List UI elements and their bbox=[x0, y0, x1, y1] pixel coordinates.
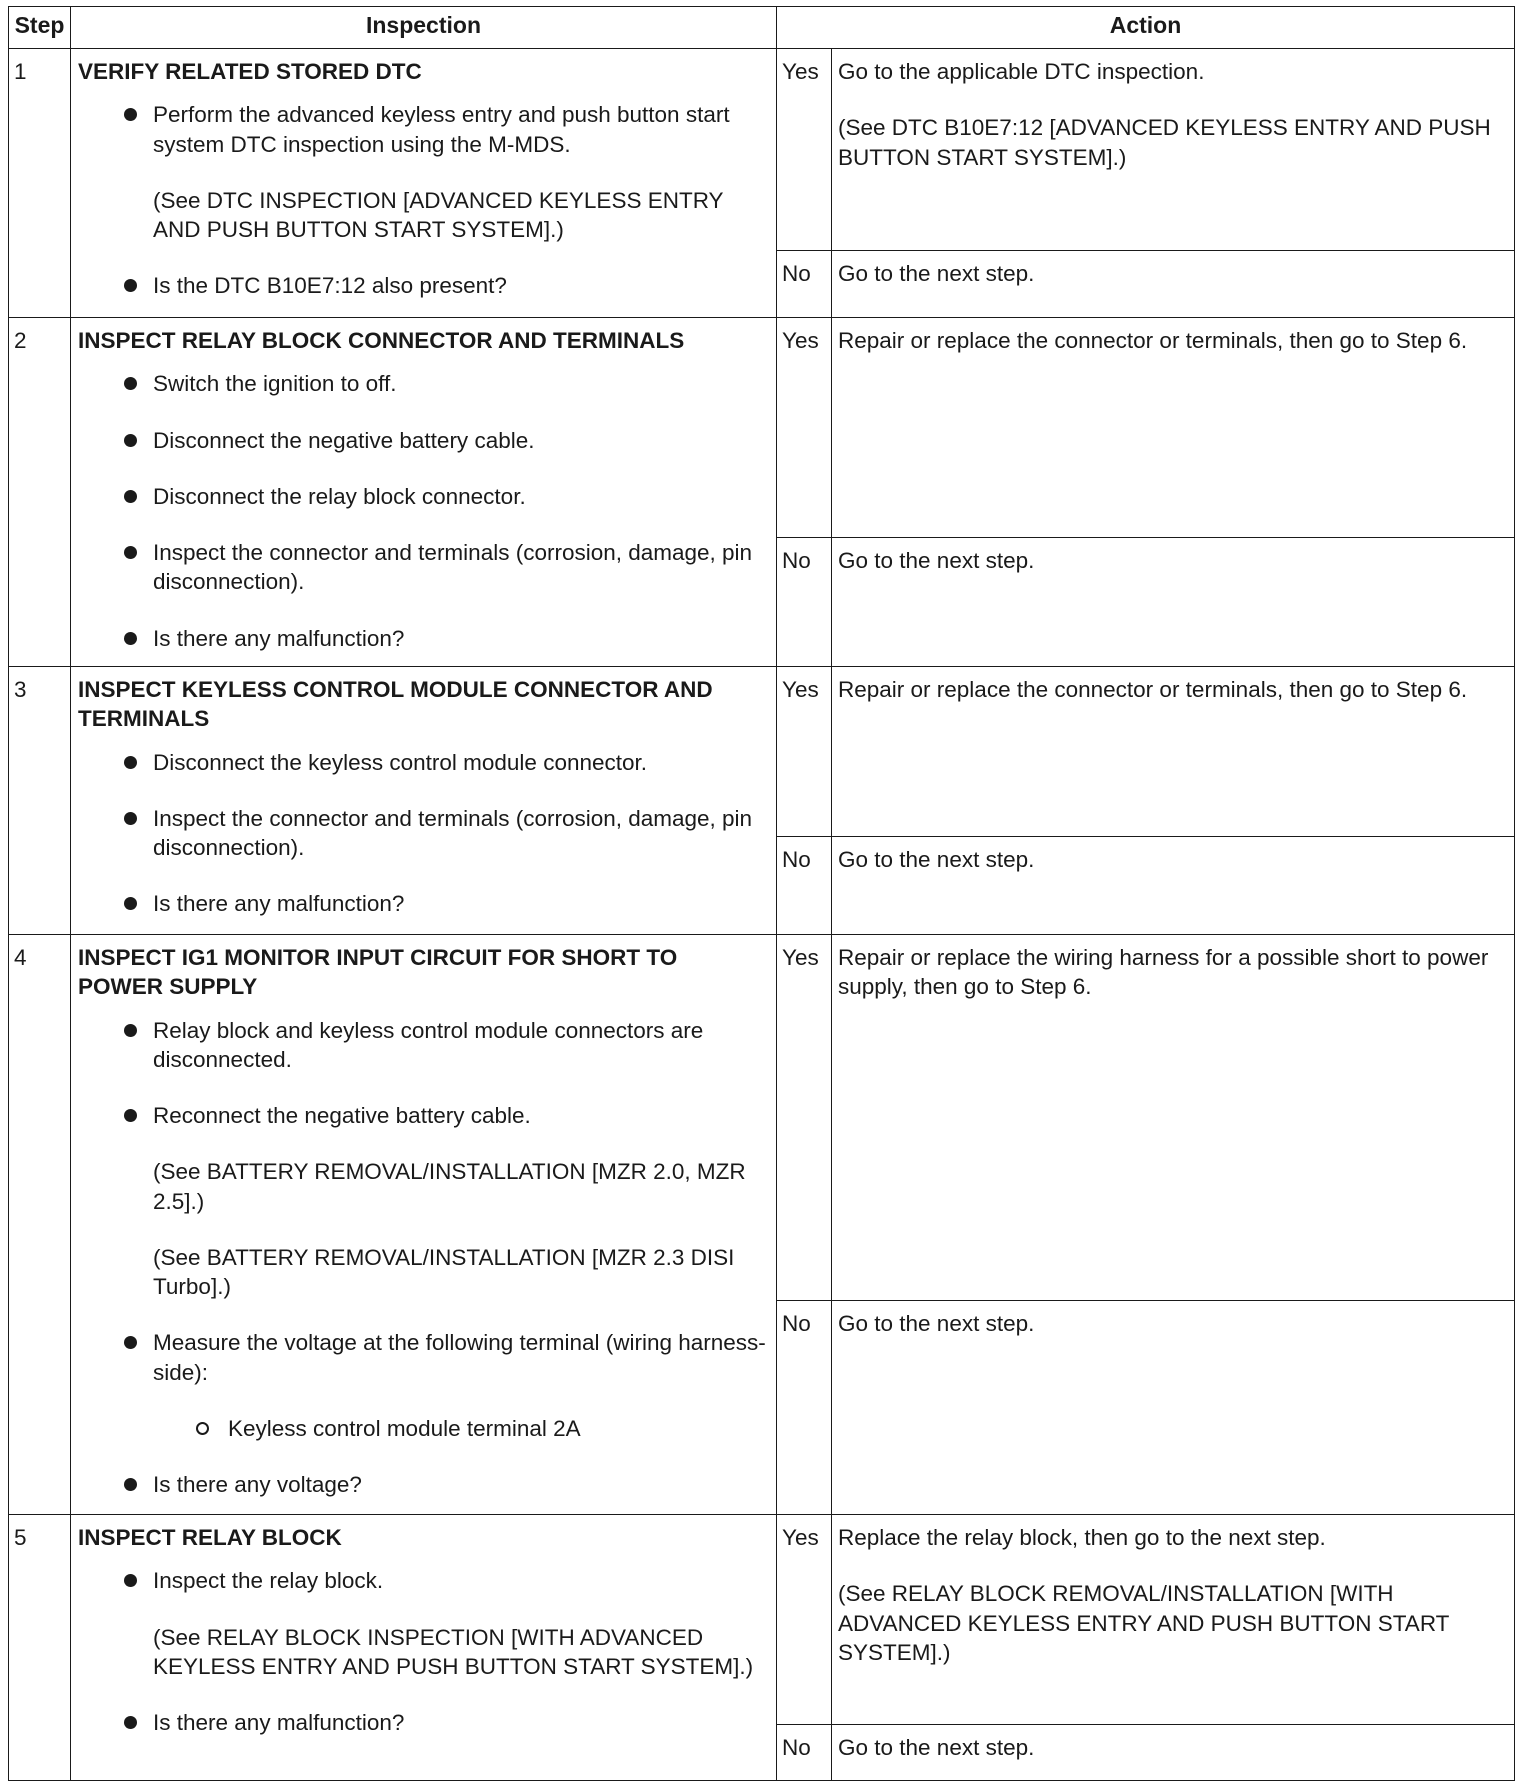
bullet-icon bbox=[124, 108, 137, 121]
step-title: INSPECT KEYLESS CONTROL MODULE CONNECTOR AND TERMINALS bbox=[78, 677, 713, 732]
bullet-text: Is the DTC B10E7:12 also present? bbox=[153, 273, 507, 299]
step-number: 3 bbox=[9, 667, 71, 935]
no-action-text: Go to the next step. bbox=[832, 1725, 1515, 1781]
yes-label: Yes bbox=[777, 667, 832, 837]
bullet-item bbox=[78, 271, 766, 300]
bullet-icon bbox=[124, 1109, 137, 1122]
reference-text: (See BATTERY REMOVAL/INSTALLATION [MZR 2.0, MZR 2.5].) bbox=[153, 1159, 746, 1214]
header-row bbox=[9, 7, 1515, 49]
no-action-text: Go to the next step. bbox=[832, 1301, 1515, 1515]
no-label: No bbox=[777, 538, 832, 667]
step-number: 2 bbox=[9, 318, 71, 667]
yes-action-text: Go to the applicable DTC inspection. bbox=[838, 59, 1205, 84]
yes-label: Yes bbox=[777, 935, 832, 1301]
yes-label: Yes bbox=[777, 318, 832, 538]
bullet-text: Inspect the relay block. bbox=[153, 1568, 384, 1594]
inspection-cell bbox=[71, 318, 777, 667]
reference-text: (See RELAY BLOCK INSPECTION [WITH ADVANCED KEYLESS ENTRY AND PUSH BUTTON START SYSTEM].) bbox=[153, 1624, 754, 1679]
no-label: No bbox=[777, 1301, 832, 1515]
bullet-icon bbox=[124, 377, 137, 390]
bullet-icon bbox=[124, 812, 137, 825]
step-row-3 bbox=[9, 667, 1515, 837]
step-number: 5 bbox=[9, 1515, 71, 1781]
bullet-item bbox=[78, 482, 766, 511]
inspection-procedure-table bbox=[8, 6, 1515, 1781]
bullet-text: Is there any voltage? bbox=[153, 1472, 362, 1497]
step-row-5 bbox=[9, 1515, 1515, 1725]
inspection-cell bbox=[71, 49, 777, 318]
step-row-1 bbox=[9, 49, 1515, 251]
no-action-text: Go to the next step. bbox=[832, 837, 1515, 935]
yes-action-text: Replace the relay block, then go to the next step. bbox=[838, 1525, 1326, 1550]
bullet-item bbox=[78, 1328, 766, 1443]
bullet-text: Disconnect the keyless control module connector. bbox=[153, 749, 648, 775]
sub-bullet-item bbox=[153, 1414, 766, 1443]
header-step: Step bbox=[9, 7, 71, 49]
step-title: INSPECT RELAY BLOCK CONNECTOR AND TERMINALS bbox=[78, 328, 685, 353]
bullet-icon bbox=[124, 1574, 137, 1587]
no-label: No bbox=[777, 837, 832, 935]
bullet-icon bbox=[124, 632, 137, 645]
bullet-icon bbox=[124, 1336, 137, 1349]
inspection-cell bbox=[71, 935, 777, 1515]
bullet-text: Inspect the connector and terminals (corrosion, damage, pin disconnection). bbox=[153, 540, 753, 595]
inspection-cell bbox=[71, 1515, 777, 1781]
yes-action-text: Repair or replace the connector or terminals, then go to Step 6. bbox=[832, 318, 1515, 538]
bullet-item bbox=[78, 100, 766, 244]
bullet-icon bbox=[124, 279, 137, 292]
bullet-item bbox=[78, 889, 766, 918]
inspection-cell bbox=[71, 667, 777, 935]
bullet-icon bbox=[124, 1716, 137, 1729]
bullet-icon bbox=[124, 756, 137, 769]
header-action: Action bbox=[777, 7, 1515, 49]
yes-action-text: Repair or replace the wiring harness for a possible short to power supply, then go to Step 6. bbox=[832, 935, 1515, 1301]
bullet-icon bbox=[124, 490, 137, 503]
hollow-bullet-icon bbox=[196, 1422, 209, 1435]
bullet-icon bbox=[124, 434, 137, 447]
bullet-text: Reconnect the negative battery cable. bbox=[153, 1103, 531, 1128]
step-number: 4 bbox=[9, 935, 71, 1515]
reference-text: (See DTC INSPECTION [ADVANCED KEYLESS ENTRY AND PUSH BUTTON START SYSTEM].) bbox=[153, 187, 724, 242]
bullet-item bbox=[78, 426, 766, 455]
bullet-text: Relay block and keyless control module connectors are disconnected. bbox=[153, 1017, 704, 1072]
bullet-text: Disconnect the relay block connector. bbox=[153, 483, 526, 509]
bullet-item bbox=[78, 748, 766, 777]
yes-action-reference: (See RELAY BLOCK REMOVAL/INSTALLATION [WITH ADVANCED KEYLESS ENTRY AND PUSH BUTTON START SYSTEM].) bbox=[838, 1581, 1449, 1665]
bullet-item bbox=[78, 538, 766, 597]
yes-action-text: Repair or replace the connector or terminals, then go to Step 6. bbox=[832, 667, 1515, 837]
bullet-item bbox=[78, 624, 766, 653]
yes-label: Yes bbox=[777, 49, 832, 251]
bullet-item bbox=[78, 1101, 766, 1301]
yes-action-cell bbox=[832, 49, 1515, 251]
step-title: VERIFY RELATED STORED DTC bbox=[78, 59, 422, 84]
bullet-item bbox=[78, 1708, 766, 1737]
bullet-text: Is there any malfunction? bbox=[153, 625, 405, 651]
bullet-text: Is there any malfunction? bbox=[153, 1710, 405, 1735]
bullet-text: Perform the advanced keyless entry and push button start system DTC inspection using the M-MDS. bbox=[153, 102, 730, 157]
yes-label: Yes bbox=[777, 1515, 832, 1725]
no-label: No bbox=[777, 251, 832, 318]
sub-bullet-text: Keyless control module terminal 2A bbox=[228, 1415, 581, 1441]
no-action-text: Go to the next step. bbox=[832, 538, 1515, 667]
bullet-text: Is there any malfunction? bbox=[153, 891, 405, 917]
bullet-item bbox=[78, 1470, 766, 1499]
bullet-icon bbox=[124, 1478, 137, 1491]
step-title: INSPECT IG1 MONITOR INPUT CIRCUIT FOR SHORT TO POWER SUPPLY bbox=[78, 945, 678, 1000]
step-title: INSPECT RELAY BLOCK bbox=[78, 1525, 342, 1550]
reference-text: (See BATTERY REMOVAL/INSTALLATION [MZR 2.3 DISI Turbo].) bbox=[153, 1244, 735, 1299]
bullet-icon bbox=[124, 897, 137, 910]
bullet-item bbox=[78, 804, 766, 863]
bullet-text: Measure the voltage at the following terminal (wiring harness-side): bbox=[153, 1330, 766, 1385]
bullet-item bbox=[78, 1566, 766, 1681]
bullet-item bbox=[78, 1016, 766, 1075]
step-row-4 bbox=[9, 935, 1515, 1301]
no-label: No bbox=[777, 1725, 832, 1781]
step-number: 1 bbox=[9, 49, 71, 318]
bullet-text: Disconnect the negative battery cable. bbox=[153, 427, 535, 453]
no-action-text: Go to the next step. bbox=[832, 251, 1515, 318]
yes-action-cell bbox=[832, 1515, 1515, 1725]
bullet-icon bbox=[124, 546, 137, 559]
bullet-icon bbox=[124, 1024, 137, 1037]
yes-action-reference: (See DTC B10E7:12 [ADVANCED KEYLESS ENTRY AND PUSH BUTTON START SYSTEM].) bbox=[838, 115, 1491, 170]
header-inspection: Inspection bbox=[71, 7, 777, 49]
bullet-item bbox=[78, 369, 766, 398]
step-row-2 bbox=[9, 318, 1515, 538]
bullet-text: Switch the ignition to off. bbox=[153, 371, 397, 397]
bullet-text: Inspect the connector and terminals (corrosion, damage, pin disconnection). bbox=[153, 805, 753, 860]
